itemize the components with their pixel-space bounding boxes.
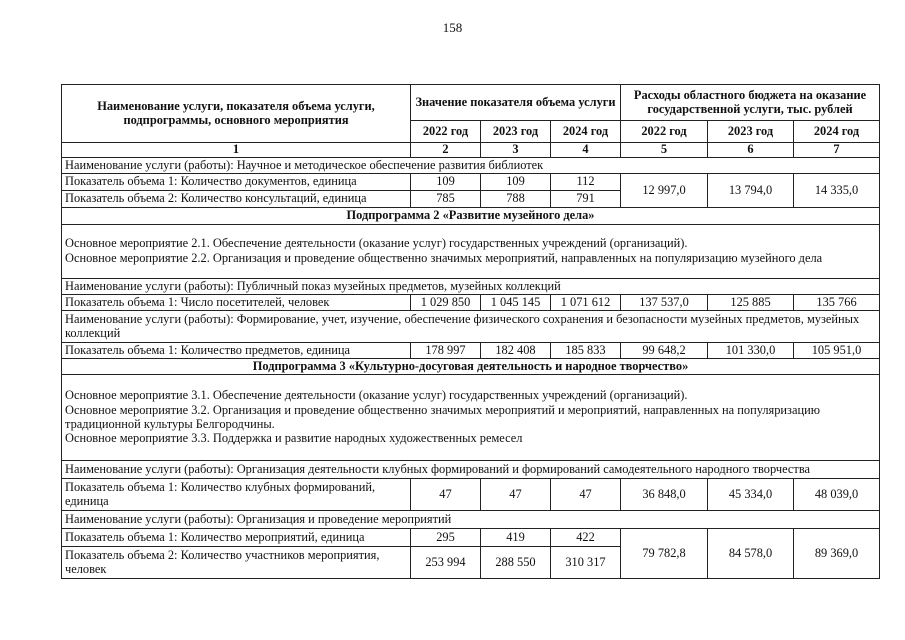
service-row: Наименование услуги (работы): Организация и проведение мероприятий [62, 511, 880, 529]
header-budget-group: Расходы областного бюджета на оказание государственной услуги, тыс. рублей [621, 85, 880, 121]
header-value-group: Значение показателя объема услуги [411, 85, 621, 121]
service-row: Наименование услуги (работы): Публичный показ музейных предметов, музейных коллекций [62, 279, 880, 295]
budget-value: 99 648,2 [621, 343, 708, 359]
main-events-block [62, 225, 880, 279]
budget-value: 135 766 [794, 295, 880, 311]
indicator-value: 253 994 [411, 547, 481, 579]
indicator-name: Показатель объема 1: Количество документов, единица [62, 174, 411, 191]
budget-value: 13 794,0 [708, 174, 794, 208]
indicator-name: Показатель объема 1: Количество предметов, единица [62, 343, 411, 359]
service-row: Наименование услуги (работы): Научное и методическое обеспечение развития библиотек [62, 158, 880, 174]
budget-value: 48 039,0 [794, 479, 880, 511]
indicator-value: 47 [481, 479, 551, 511]
budget-value: 45 334,0 [708, 479, 794, 511]
indicator-value: 419 [481, 529, 551, 547]
main-event: Основное мероприятие 3.2. Организация и проведение общественно значимых мероприятий и мероприятий, направленных на популяризацию традиционной культуры Белгородчины. [65, 402, 820, 431]
budget-value: 14 335,0 [794, 174, 880, 208]
budget-table [61, 84, 880, 579]
column-number: 1 [62, 143, 411, 158]
column-number: 5 [621, 143, 708, 158]
subprogram-title: Подпрограмма 3 «Культурно-досуговая деятельность и народное творчество» [62, 359, 880, 375]
budget-value: 105 951,0 [794, 343, 880, 359]
indicator-value: 47 [551, 479, 621, 511]
main-event: Основное мероприятие 3.3. Поддержка и развитие народных художественных ремесел [65, 431, 523, 446]
indicator-value: 295 [411, 529, 481, 547]
budget-value: 137 537,0 [621, 295, 708, 311]
service-row: Наименование услуги (работы): Организация деятельности клубных формирований и формирований самодеятельного народного творчества [62, 461, 880, 479]
column-number: 7 [794, 143, 880, 158]
budget-value: 84 578,0 [708, 529, 794, 579]
indicator-value: 791 [551, 191, 621, 208]
budget-value: 125 885 [708, 295, 794, 311]
header-year: 2023 год [708, 121, 794, 143]
budget-value: 12 997,0 [621, 174, 708, 208]
budget-value: 79 782,8 [621, 529, 708, 579]
page-number: 158 [442, 20, 463, 35]
indicator-value: 109 [481, 174, 551, 191]
header-name-column: Наименование услуги, показателя объема услуги, подпрограммы, основного мероприятия [62, 85, 411, 143]
column-number: 4 [551, 143, 621, 158]
indicator-value: 288 550 [481, 547, 551, 579]
column-number: 3 [481, 143, 551, 158]
indicator-value: 47 [411, 479, 481, 511]
indicator-value: 178 997 [411, 343, 481, 359]
indicator-value: 310 317 [551, 547, 621, 579]
main-event: Основное мероприятие 2.1. Обеспечение деятельности (оказание услуг) государственных учреждений (организаций). [65, 236, 688, 251]
indicator-value: 788 [481, 191, 551, 208]
header-year: 2024 год [551, 121, 621, 143]
budget-value: 89 369,0 [794, 529, 880, 579]
main-events-block [62, 375, 880, 461]
header-year: 2023 год [481, 121, 551, 143]
column-number: 6 [708, 143, 794, 158]
service-row: Наименование услуги (работы): Формирование, учет, изучение, обеспечение физического сохранения и безопасности музейных предметов, музейных коллекций [62, 311, 880, 343]
indicator-value: 185 833 [551, 343, 621, 359]
indicator-value: 1 029 850 [411, 295, 481, 311]
indicator-value: 112 [551, 174, 621, 191]
budget-value: 36 848,0 [621, 479, 708, 511]
indicator-name: Показатель объема 1: Количество мероприятий, единица [62, 529, 411, 547]
indicator-name: Показатель объема 1: Число посетителей, человек [62, 295, 411, 311]
header-year: 2022 год [411, 121, 481, 143]
indicator-name: Показатель объема 2: Количество участников мероприятия, человек [62, 547, 411, 579]
main-event: Основное мероприятие 2.2. Организация и проведение общественно значимых мероприятий, направленных на популяризацию музейного дела [65, 251, 823, 265]
indicator-name: Показатель объема 1: Количество клубных формирований, единица [62, 479, 411, 511]
indicator-value: 1 045 145 [481, 295, 551, 311]
budget-value: 101 330,0 [708, 343, 794, 359]
indicator-name: Показатель объема 2: Количество консультаций, единица [62, 191, 411, 208]
header-year: 2022 год [621, 121, 708, 143]
indicator-value: 1 071 612 [551, 295, 621, 311]
indicator-value: 109 [411, 174, 481, 191]
header-year: 2024 год [794, 121, 880, 143]
column-number: 2 [411, 143, 481, 158]
main-event: Основное мероприятие 3.1. Обеспечение деятельности (оказание услуг) государственных учреждений (организаций). [65, 387, 688, 402]
subprogram-title: Подпрограмма 2 «Развитие музейного дела» [62, 208, 880, 225]
indicator-value: 182 408 [481, 343, 551, 359]
indicator-value: 785 [411, 191, 481, 208]
indicator-value: 422 [551, 529, 621, 547]
